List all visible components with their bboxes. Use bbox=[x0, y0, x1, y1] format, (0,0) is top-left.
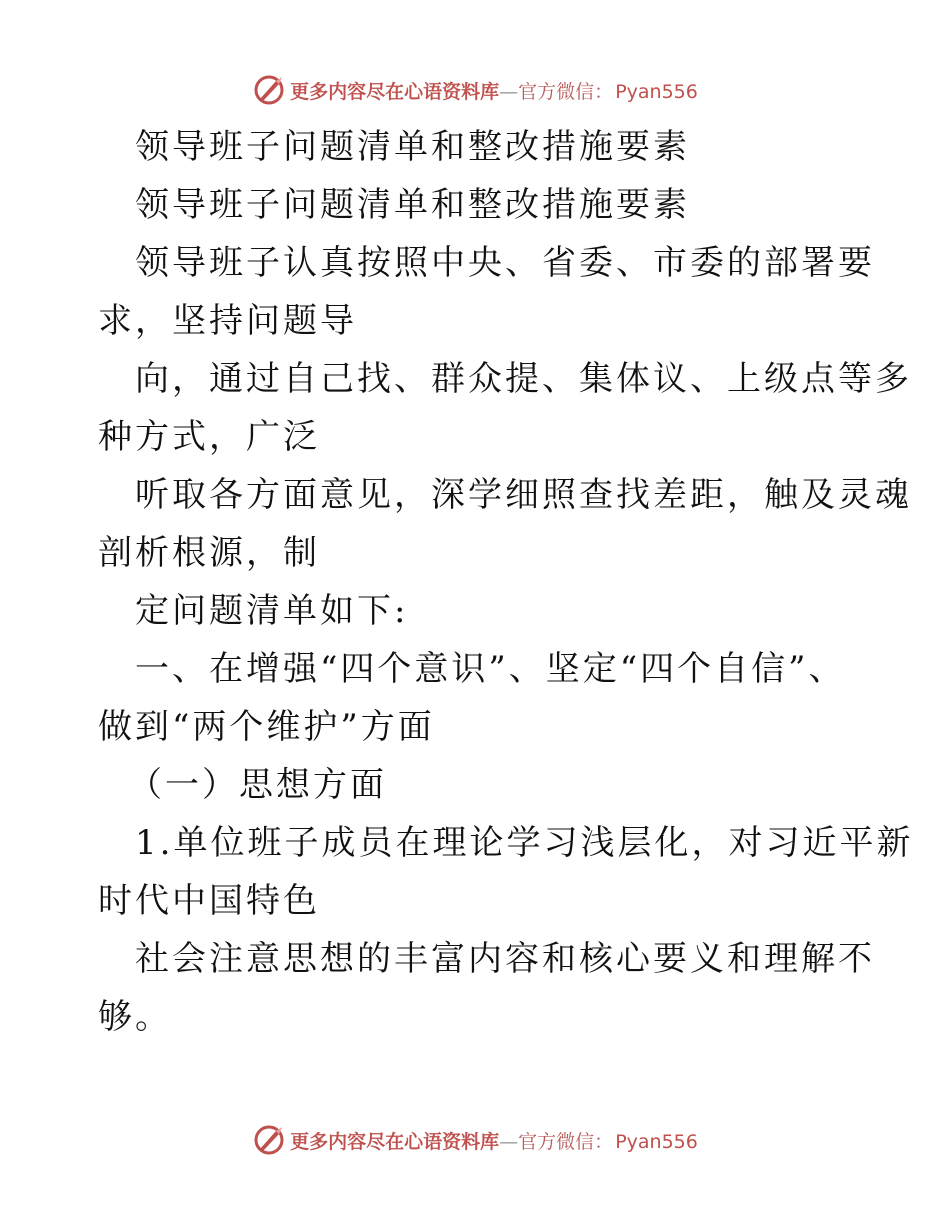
document-body bbox=[98, 118, 914, 1046]
banner-text bbox=[290, 77, 698, 104]
paragraph-line: 够。 bbox=[98, 997, 172, 1037]
paragraph-line: 向，通过自己找、群众提、集体议、上级点等多 bbox=[135, 359, 912, 399]
list-item: 1.单位班子成员在理论学习浅层化，对习近平新 bbox=[135, 823, 914, 863]
banner-label: 官方微信： bbox=[518, 1130, 614, 1153]
subsection-heading: （一）思想方面 bbox=[128, 765, 387, 805]
doc-subtitle: 领导班子问题清单和整改措施要素 bbox=[135, 185, 690, 225]
footer-banner bbox=[0, 1120, 950, 1160]
paragraph-line: 求，坚持问题导 bbox=[98, 301, 357, 341]
banner-brand: 更多内容尽在心语资料库 bbox=[290, 1130, 500, 1153]
paragraph-line: 定问题清单如下: bbox=[135, 591, 409, 631]
quill-pen-logo-icon bbox=[252, 1123, 286, 1157]
paragraph-line: 领导班子认真按照中央、省委、市委的部署要 bbox=[135, 243, 875, 283]
doc-title: 领导班子问题清单和整改措施要素 bbox=[135, 127, 690, 167]
banner-wechat-handle: Pyan556 bbox=[615, 80, 698, 103]
paragraph-line: 种方式，广泛 bbox=[98, 417, 320, 457]
banner-brand: 更多内容尽在心语资料库 bbox=[290, 80, 500, 103]
quill-pen-logo-icon bbox=[252, 73, 286, 107]
header-banner bbox=[0, 70, 950, 110]
paragraph-line: 社会注意思想的丰富内容和核心要义和理解不 bbox=[135, 939, 875, 979]
section-heading: 一、在增强“四个意识”、坚定“四个自信”、 bbox=[135, 649, 846, 689]
banner-text bbox=[290, 1127, 698, 1154]
section-heading-cont: 做到“两个维护”方面 bbox=[98, 707, 435, 747]
banner-separator: — bbox=[499, 80, 519, 103]
list-item-cont: 时代中国特色 bbox=[98, 881, 320, 921]
paragraph-line: 剖析根源，制 bbox=[98, 533, 320, 573]
banner-label: 官方微信： bbox=[518, 80, 614, 103]
banner-separator: — bbox=[499, 1130, 519, 1153]
banner-wechat-handle: Pyan556 bbox=[615, 1130, 698, 1153]
paragraph-line: 听取各方面意见，深学细照查找差距，触及灵魂 bbox=[135, 475, 912, 515]
